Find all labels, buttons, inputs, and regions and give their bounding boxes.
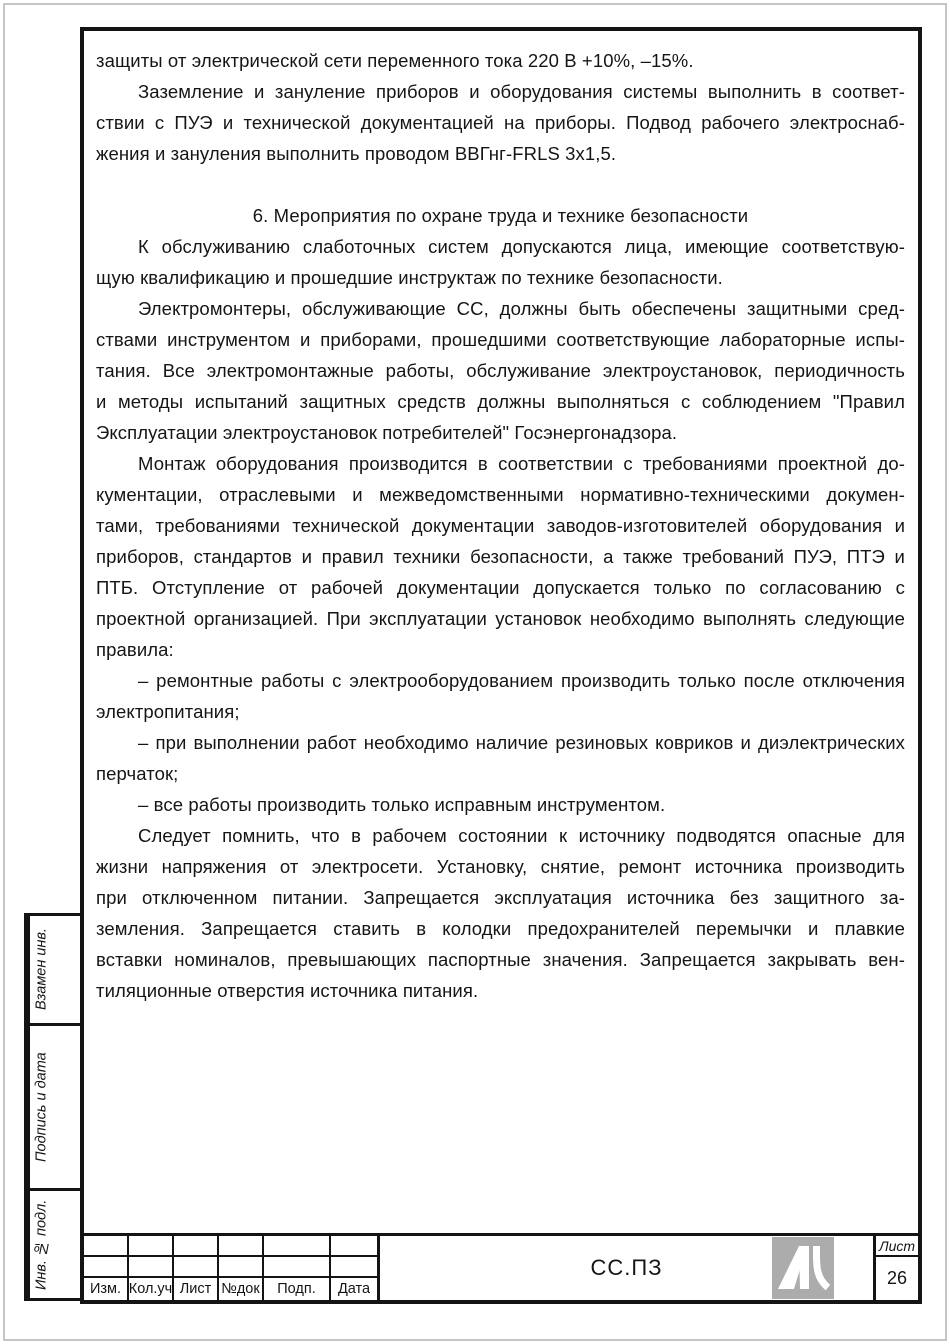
text-line: Заземление и зануление приборов и оборудования системы выполнить в соответ- (138, 81, 905, 102)
text-line: – все работы производить только исправным инструментом. (138, 794, 666, 815)
revision-cell (264, 1257, 331, 1276)
text-line: – при выполнении работ необходимо наличие резиновых ковриков и диэлектрических (138, 732, 905, 753)
text-line: тания. Все электромонтажные работы, обслуживание электроустановок, периодичность (96, 360, 905, 381)
sidebar-empty-cell (53, 1191, 81, 1298)
drawing-frame (80, 27, 922, 1304)
text-line: Монтаж оборудования производится в соответствии с требованиями проектной до- (138, 453, 905, 474)
paragraph (96, 293, 905, 448)
revision-cell (174, 1257, 219, 1276)
sidebar-label: Подпись и дата (27, 1026, 53, 1188)
text-line: приборов, стандартов и правил техники безопасности, а также требований ПУЭ, ПТЭ и (96, 546, 905, 567)
column-header-podp: Подп. (264, 1278, 331, 1300)
text-line: земления. Запрещается ставить в колодки предохранителей перемычки и плавкие (96, 918, 905, 939)
text-line: 6. Мероприятия по охране труда и технике безопасности (252, 205, 749, 226)
paragraph (96, 789, 905, 820)
text-line: тиляционные отверстия источника питания. (96, 980, 479, 1001)
paragraph (96, 76, 905, 169)
revision-cell (219, 1257, 264, 1276)
column-header-list: Лист (174, 1278, 219, 1300)
sheet-column (876, 1236, 918, 1300)
revision-cell (331, 1236, 377, 1255)
column-header-koluch: Кол.уч (129, 1278, 174, 1300)
text-line: и методы испытаний защитных средств должны выполняться с соблюдением "Правил (96, 391, 905, 412)
column-header-data: Дата (337, 1281, 371, 1297)
text-line: жения и зануления выполнить проводом ВВГнг-FRLS 3х1,5. (96, 143, 617, 164)
text-line: жизни напряжения от электросети. Установку, снятие, ремонт источника производить (96, 856, 905, 877)
doc-code-cell (380, 1236, 876, 1300)
text-line: кументации, отраслевыми и межведомственными нормативно-техническими докумен- (96, 484, 905, 505)
text-line: щую квалификацию и прошедшие инструктаж по технике безопасности. (96, 267, 723, 288)
revision-row (84, 1257, 377, 1278)
paragraph (96, 820, 905, 1006)
revision-header-row (84, 1278, 377, 1300)
text-line: – ремонтные работы с электрооборудованием производить только после отключения (138, 670, 905, 691)
revision-row (84, 1236, 377, 1257)
text-line: Эксплуатации электроустановок потребителей" Госэнергонадзора. (96, 422, 678, 443)
revision-cell (331, 1257, 377, 1276)
sheet-number: 26 (886, 1268, 908, 1288)
revision-cell (84, 1257, 129, 1276)
text-line: ствии с ПУЭ и технической документацией на приборы. Подвод рабочего электроснаб- (96, 112, 905, 133)
column-header-izm: Изм. (84, 1278, 129, 1300)
column-header-nodok: №док (219, 1278, 264, 1300)
revision-cell (264, 1236, 331, 1255)
text-line: перчаток; (96, 763, 179, 784)
revision-cell (84, 1236, 129, 1255)
AL-monogram-icon (772, 1237, 834, 1299)
sidebar-label: Инв. № подл. (27, 1191, 53, 1298)
sidebar-box-podpis-i-data (24, 1023, 84, 1191)
sidebar-empty-cell (53, 916, 81, 1023)
text-line: ПТБ. Отступление от рабочей документации допускается только по согласованию с (96, 577, 905, 598)
text-line: защиты от электрической сети переменного тока 220 В +10%, –15%. (96, 50, 694, 71)
revision-cell (129, 1257, 174, 1276)
revision-cell (219, 1236, 264, 1255)
blank-line (96, 169, 905, 200)
revision-table (84, 1236, 380, 1300)
doc-code: СС.ПЗ (590, 1255, 663, 1280)
revision-cell (174, 1236, 219, 1255)
sidebar-empty-cell (53, 1026, 81, 1188)
paragraph (96, 665, 905, 727)
frame-sidebar (24, 913, 84, 1301)
paragraph (96, 231, 905, 293)
title-block (84, 1233, 918, 1300)
paragraph (96, 45, 905, 76)
revision-cell (129, 1236, 174, 1255)
text-line: правила: (96, 639, 174, 660)
sidebar-box-inv-no-podl (24, 1188, 84, 1301)
sidebar-box-vzamen-inv (24, 913, 84, 1026)
text-line: электропитания; (96, 701, 240, 722)
paragraph (96, 448, 905, 665)
text-line: при отключенном питании. Запрещается эксплуатация источника без защитного за- (96, 887, 905, 908)
text-line: проектной организацией. При эксплуатации установок необходимо выполнять следующие (96, 608, 905, 629)
paragraph (96, 727, 905, 789)
sidebar-label: Взамен инв. (27, 916, 53, 1023)
text-line: К обслуживанию слаботочных систем допускаются лица, имеющие соответствую- (138, 236, 905, 257)
sheet-label: Лист (876, 1236, 918, 1257)
text-line: ствами инструментом и приборами, прошедшими соответствующие лабораторные испы- (96, 329, 905, 350)
section-heading (96, 200, 905, 231)
document-text (84, 31, 918, 1230)
text-line: Электромонтеры, обслуживающие СС, должны быть обеспечены защитными сред- (138, 298, 905, 319)
text-line: тами, требованиями технической документации заводов-изготовителей оборудования и (96, 515, 905, 536)
text-line: Следует помнить, что в рабочем состоянии к источнику подводятся опасные для (138, 825, 905, 846)
text-line: вставки номиналов, превышающих паспортные значения. Запрещается закрывать вен- (96, 949, 905, 970)
